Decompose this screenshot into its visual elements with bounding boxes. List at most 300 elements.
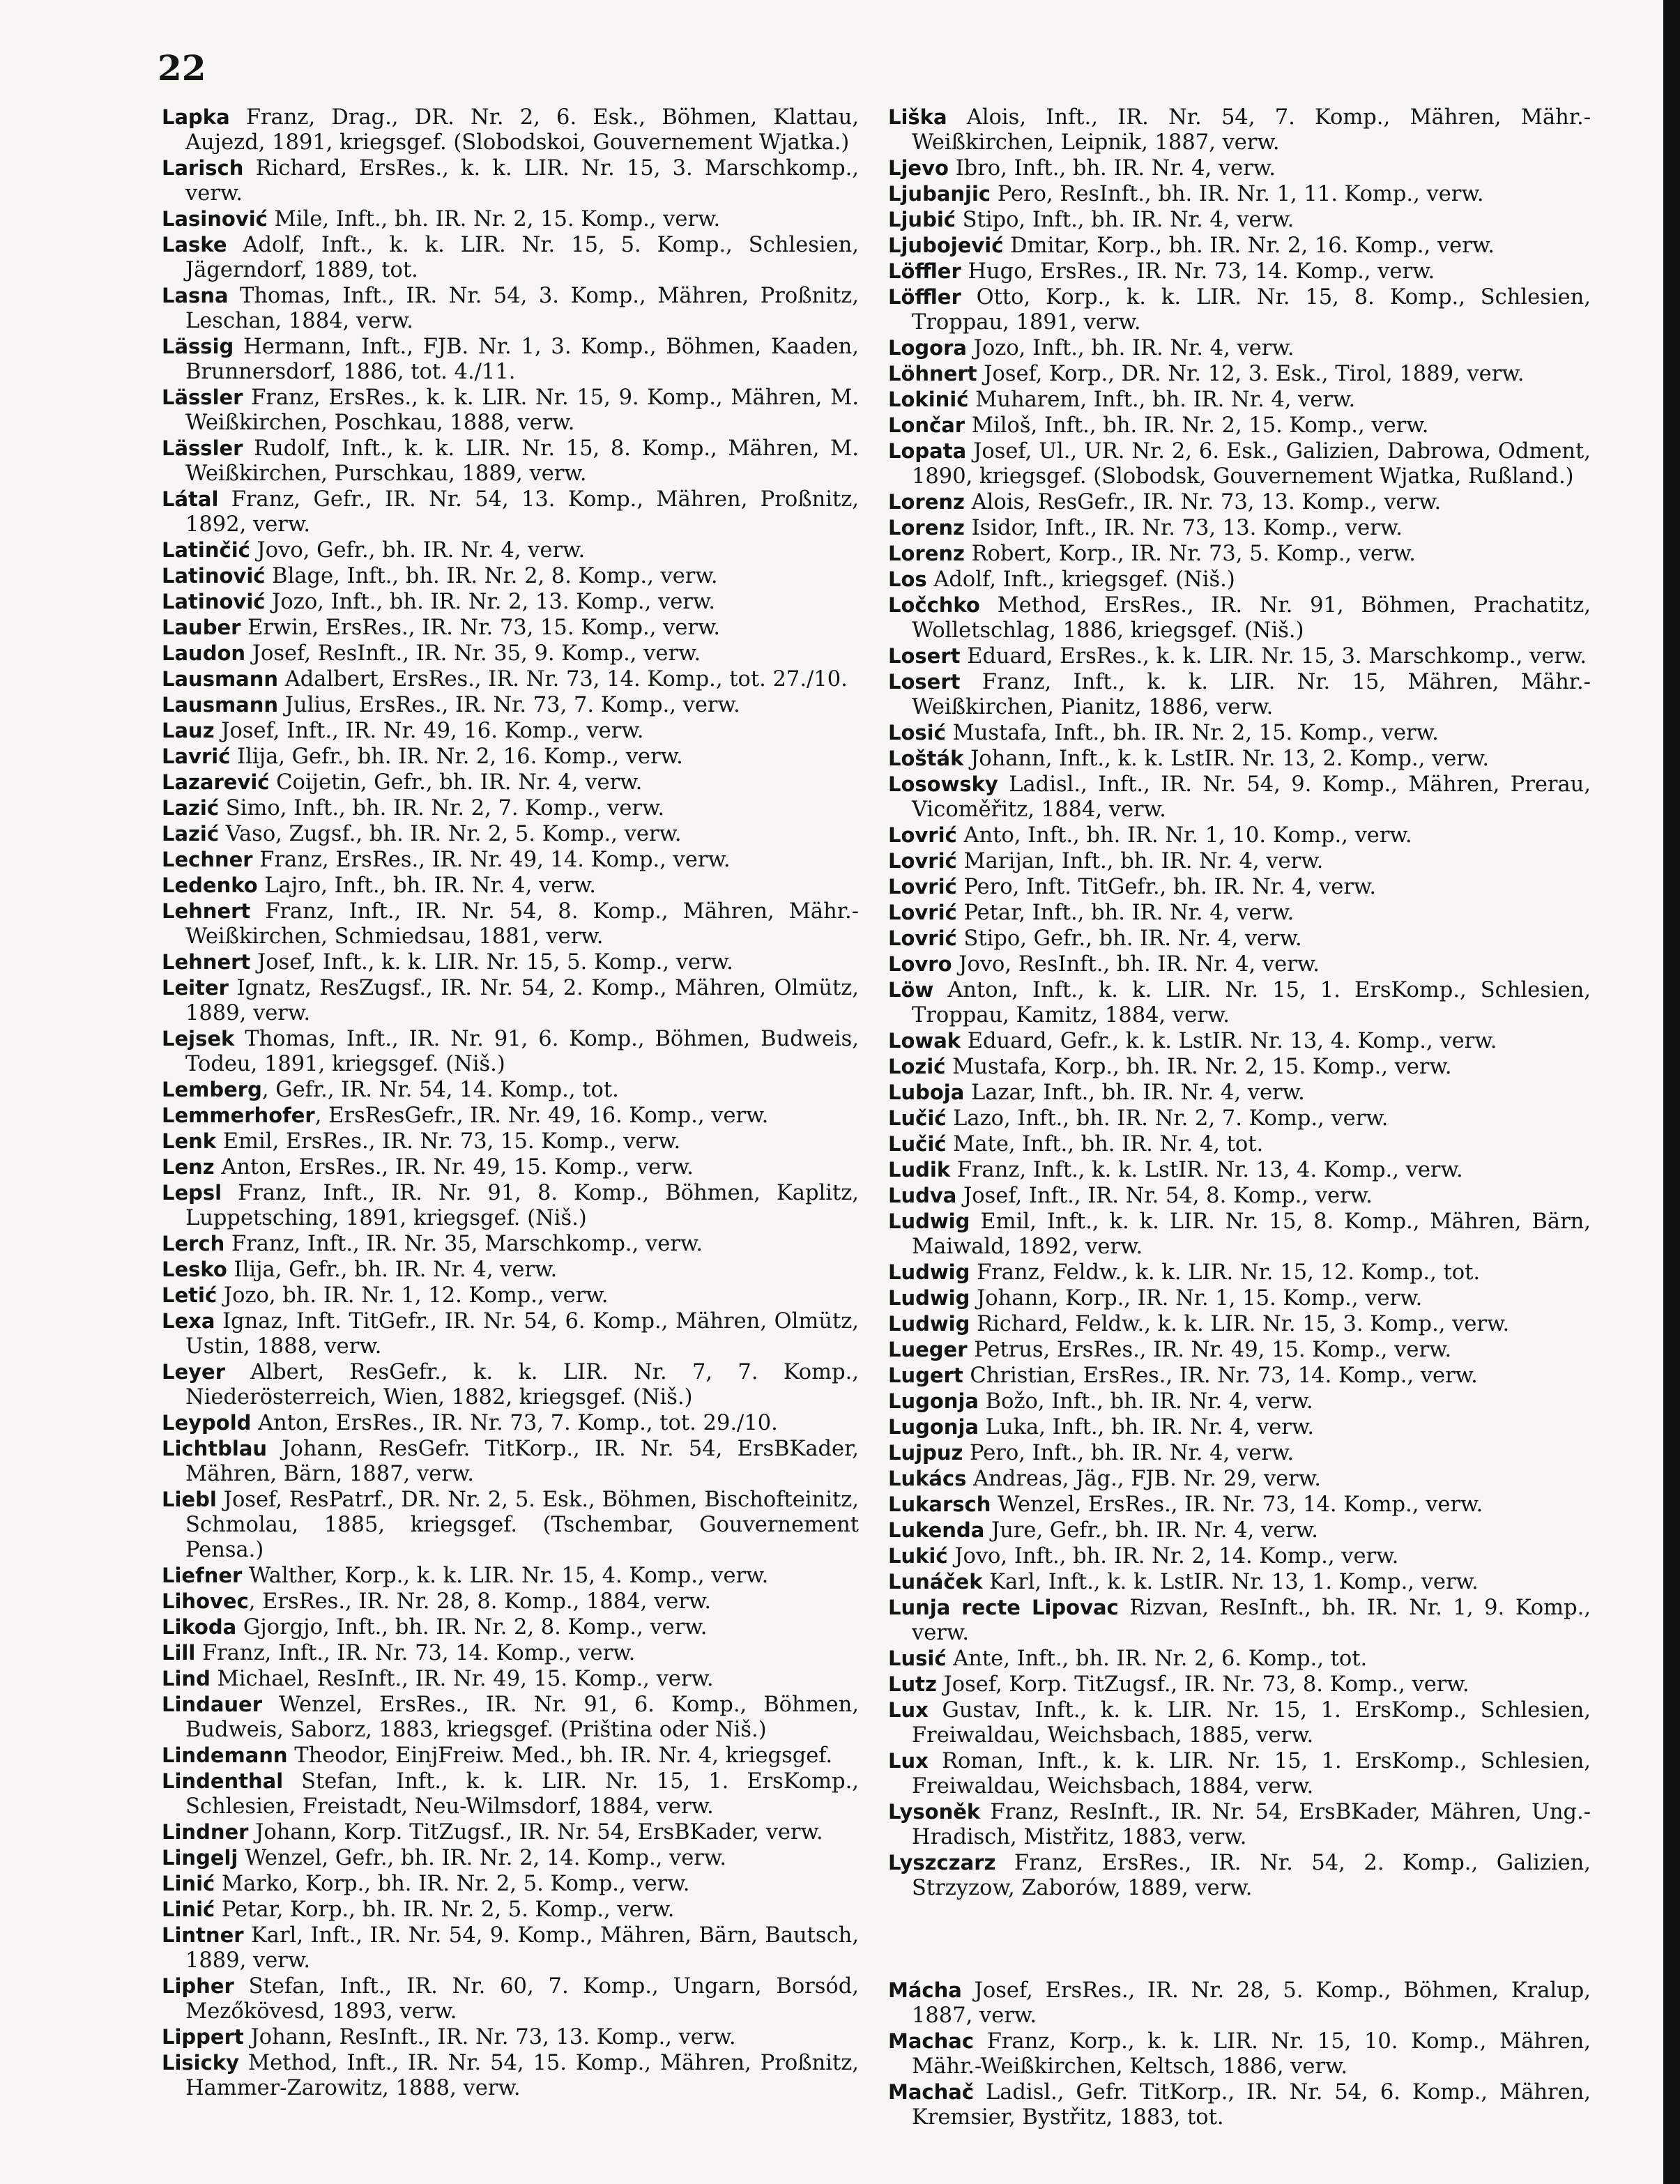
- roll-entry: [888, 1337, 1591, 1363]
- entry-surname: Ločchko: [888, 593, 980, 617]
- entry-details: Emil, Inft., k. k. LIR. Nr. 15, 8. Komp., Mähren, Bärn, Maiwald, 1892, verw.: [912, 1209, 1591, 1259]
- entry-surname: Ljubanjic: [888, 182, 991, 206]
- entry-surname: Lehnert: [162, 899, 251, 923]
- entry-details: Josef, ResPatrf., DR. Nr. 2, 5. Esk., Böhmen, Bischofteinitz, Schmolau, 1885, kriegsgef. (Tschembar, Gouvernement Pensa.): [185, 1488, 859, 1562]
- entry-details: Franz, Inft., k. k. LstIR. Nr. 13, 4. Komp., verw.: [950, 1158, 1463, 1182]
- entry-details: Otto, Korp., k. k. LIR. Nr. 15, 8. Komp., Schlesien, Troppau, 1891, verw.: [912, 285, 1591, 335]
- entry-surname: Letić: [162, 1283, 217, 1307]
- entry-details: Ilija, Gefr., bh. IR. Nr. 4, verw.: [227, 1258, 558, 1282]
- roll-entry: [888, 438, 1591, 489]
- roll-entry: [162, 1640, 859, 1666]
- entry-details: Ladisl., Gefr. TitKorp., IR. Nr. 54, 6. Komp., Mähren, Kremsier, Bystřitz, 1883, tot.: [912, 2080, 1591, 2130]
- roll-entry: [888, 1672, 1591, 1697]
- entry-details: Jozo, Inft., bh. IR. Nr. 4, verw.: [966, 336, 1295, 360]
- entry-details: Vaso, Zugsf., bh. IR. Nr. 2, 5. Komp., verw.: [219, 822, 682, 846]
- roll-entry: [888, 1569, 1591, 1595]
- entry-surname: Lorenz: [888, 516, 965, 540]
- entry-surname: Liška: [888, 105, 947, 129]
- entry-details: Josef, Inft., k. k. LIR. Nr. 15, 5. Komp., verw.: [250, 950, 733, 975]
- entry-details: Ilija, Gefr., bh. IR. Nr. 2, 16. Komp., verw.: [230, 744, 683, 769]
- entry-surname: Lončar: [888, 413, 965, 437]
- entry-details: Lazo, Inft., bh. IR. Nr. 2, 7. Komp., verw.: [946, 1106, 1389, 1131]
- entry-details: Petrus, ErsRes., IR. Nr. 49, 15. Komp., verw.: [967, 1338, 1452, 1362]
- roll-entry: [162, 975, 859, 1026]
- entry-surname: Lichtblau: [162, 1437, 268, 1460]
- roll-entry: [888, 1440, 1591, 1466]
- entry-surname: Lorenz: [888, 490, 965, 514]
- roll-entry: [888, 1978, 1591, 2029]
- entry-surname: Ludwig: [888, 1209, 970, 1233]
- roll-entry: [162, 563, 859, 589]
- entry-surname: Luboja: [888, 1080, 965, 1104]
- roll-entry: [162, 1231, 859, 1257]
- roll-entry: [162, 1103, 859, 1129]
- entry-details: Jovo, Inft., bh. IR. Nr. 2, 14. Komp., verw.: [947, 1544, 1399, 1568]
- roll-entry: [888, 1157, 1591, 1183]
- entry-surname: Mácha: [888, 1978, 962, 2002]
- entry-details: Johann, Korp., IR. Nr. 1, 15. Komp., verw.: [970, 1286, 1423, 1311]
- entry-surname: Lazić: [162, 822, 220, 846]
- entry-surname: Lovrić: [888, 823, 957, 847]
- roll-entry: [888, 643, 1591, 669]
- roll-entry: [162, 641, 859, 666]
- roll-entry: [888, 1646, 1591, 1672]
- entry-surname: Lepsl: [162, 1181, 222, 1205]
- entry-details: Jozo, bh. IR. Nr. 1, 12. Komp., verw.: [217, 1283, 609, 1308]
- entry-details: Ignatz, ResZugsf., IR. Nr. 54, 2. Komp., Mähren, Olmütz, 1889, verw.: [185, 976, 859, 1025]
- roll-entry: [162, 1563, 859, 1589]
- entry-details: Josef, Ul., UR. Nr. 2, 6. Esk., Galizien, Dabrowa, Odment, 1890, kriegsgef. (Slobodsk, Gouvernement Wjatka, Rußland.): [912, 439, 1591, 489]
- entry-surname: Lindenthal: [162, 1769, 284, 1793]
- entry-surname: Linić: [162, 1897, 215, 1921]
- roll-entry: [888, 720, 1591, 746]
- entry-surname: Lorenz: [888, 542, 965, 565]
- roll-entry: [888, 155, 1591, 181]
- entry-surname: Lässler: [162, 385, 243, 409]
- roll-entry: [888, 1595, 1591, 1646]
- entry-surname: Lukenda: [888, 1518, 985, 1542]
- entry-details: Roman, Inft., k. k. LIR. Nr. 15, 1. ErsKomp., Schlesien, Freiwaldau, Weichsbach, 1884, verw.: [912, 1749, 1591, 1799]
- entry-details: Jovo, Gefr., bh. IR. Nr. 4, verw.: [250, 538, 586, 563]
- entry-details: Wenzel, ErsRes., IR. Nr. 91, 6. Komp., Böhmen, Budweis, Saborz, 1883, kriegsgef. (Priština oder Niš.): [185, 1693, 859, 1742]
- entry-details: Franz, ResInft., IR. Nr. 54, ErsBKader, Mähren, Ung.-Hradisch, Mistřitz, 1883, verw.: [912, 1800, 1591, 1849]
- roll-entry: [162, 385, 859, 436]
- entry-surname: Löffler: [888, 259, 961, 283]
- roll-entry: [888, 874, 1591, 900]
- entry-details: Franz, Feldw., k. k. LIR. Nr. 15, 12. Komp., tot.: [970, 1260, 1481, 1285]
- roll-entry: [162, 1819, 859, 1845]
- roll-entry: [888, 567, 1591, 593]
- entry-surname: Lejsek: [162, 1027, 235, 1051]
- roll-entry: [162, 821, 859, 847]
- roll-entry: [162, 949, 859, 975]
- roll-entry: [162, 1923, 859, 1973]
- entry-details: Christian, ErsRes., IR. Nr. 73, 14. Komp., verw.: [963, 1364, 1478, 1388]
- entry-details: Rudolf, Inft., k. k. LIR. Nr. 15, 8. Komp., Mähren, M. Weißkirchen, Purschkau, 1889, verw.: [185, 436, 859, 486]
- roll-entry: [162, 1897, 859, 1923]
- entry-surname: Lošták: [888, 747, 964, 770]
- entry-details: Franz, Inft., IR. Nr. 73, 14. Komp., verw.: [195, 1641, 636, 1665]
- entry-details: Pero, Inft., bh. IR. Nr. 4, verw.: [963, 1441, 1295, 1465]
- entry-surname: Lovrić: [888, 926, 957, 950]
- roll-entry: [162, 1308, 859, 1359]
- entry-surname: Lysoněk: [888, 1800, 981, 1824]
- entry-surname: Lenz: [162, 1155, 215, 1179]
- roll-entry: [888, 1054, 1591, 1080]
- roll-entry: [162, 795, 859, 821]
- entry-details: Theodor, EinjFreiw. Med., bh. IR. Nr. 4, kriegsgef.: [287, 1743, 833, 1768]
- entry-details: Mustafa, Inft., bh. IR. Nr. 2, 15. Komp., verw.: [945, 721, 1439, 745]
- entry-surname: Lutz: [888, 1672, 937, 1696]
- entry-surname: Lehnert: [162, 950, 251, 974]
- roll-entry: [888, 2029, 1591, 2079]
- roll-entry: [162, 1973, 859, 2024]
- entry-details: Wenzel, Gefr., bh. IR. Nr. 2, 14. Komp., verw.: [238, 1846, 727, 1870]
- entry-surname: Lindemann: [162, 1743, 288, 1767]
- left-column: [162, 105, 859, 2101]
- entry-surname: Lässler: [162, 436, 243, 460]
- roll-entry: [888, 1518, 1591, 1543]
- roll-entry: [888, 1028, 1591, 1054]
- entry-surname: Lunáček: [888, 1570, 983, 1594]
- roll-entry: [888, 1389, 1591, 1414]
- roll-entry: [888, 772, 1591, 823]
- roll-entry: [162, 589, 859, 615]
- roll-entry: [888, 1748, 1591, 1799]
- roll-entry: [162, 537, 859, 563]
- roll-entry: [888, 746, 1591, 772]
- roll-entry: [162, 2024, 859, 2050]
- entry-details: Franz, Inft., IR. Nr. 35, Marschkomp., verw.: [224, 1232, 703, 1256]
- entry-details: Jozo, Inft., bh. IR. Nr. 2, 13. Komp., verw.: [265, 590, 716, 614]
- entry-surname: Lukács: [888, 1467, 967, 1490]
- entry-surname: Liebl: [162, 1488, 217, 1511]
- roll-entry: [162, 1666, 859, 1692]
- entry-surname: Lavrić: [162, 744, 231, 768]
- roll-entry: [888, 1363, 1591, 1389]
- entry-surname: Löhnert: [888, 362, 977, 385]
- entry-surname: Lingelj: [162, 1846, 238, 1870]
- entry-surname: Lowak: [888, 1029, 961, 1053]
- entry-surname: Lemmerhofer: [162, 1104, 315, 1127]
- roll-entry: [162, 1871, 859, 1897]
- entry-details: Franz, Gefr., IR. Nr. 54, 13. Komp., Mähren, Proßnitz, 1892, verw.: [185, 487, 859, 537]
- entry-details: Gjorgjo, Inft., bh. IR. Nr. 2, 8. Komp., verw.: [236, 1615, 708, 1640]
- roll-entry: [888, 181, 1591, 207]
- entry-surname: Lovro: [888, 952, 952, 976]
- roll-entry: [888, 1311, 1591, 1337]
- roll-entry: [888, 926, 1591, 952]
- entry-surname: Lasinović: [162, 207, 268, 231]
- roll-entry: [888, 900, 1591, 926]
- entry-details: Eduard, ErsRes., k. k. LIR. Nr. 15, 3. Marschkomp., verw.: [960, 644, 1587, 669]
- entry-details: Josef, ErsRes., IR. Nr. 28, 5. Komp., Böhmen, Kralup, 1887, verw.: [912, 1978, 1591, 2028]
- roll-entry: [162, 847, 859, 873]
- entry-surname: Lugert: [888, 1364, 963, 1387]
- entry-surname: Lauz: [162, 719, 215, 742]
- entry-details: Ignaz, Inft. TitGefr., IR. Nr. 54, 6. Komp., Mähren, Olmütz, Ustin, 1888, verw.: [185, 1309, 859, 1359]
- entry-surname: Logora: [888, 336, 967, 360]
- entry-surname: Losert: [888, 670, 961, 694]
- entry-details: Ante, Inft., bh. IR. Nr. 2, 6. Komp., tot.: [946, 1647, 1368, 1671]
- entry-surname: Losert: [888, 644, 961, 668]
- entry-details: Johann, ResGefr. TitKorp., IR. Nr. 54, ErsBKader, Mähren, Bärn, 1887, verw.: [185, 1437, 859, 1486]
- entry-surname: Lauber: [162, 616, 241, 639]
- entry-surname: Leyer: [162, 1360, 226, 1384]
- entry-details: Franz, Korp., k. k. LIR. Nr. 15, 10. Komp., Mähren, Mähr.-Weißkirchen, Keltsch, 1886, verw.: [912, 2029, 1591, 2079]
- roll-entry: [162, 1692, 859, 1743]
- entry-surname: Lueger: [888, 1338, 968, 1361]
- entry-details: Anto, Inft., bh. IR. Nr. 1, 10. Komp., verw.: [956, 823, 1412, 848]
- entry-details: Mustafa, Korp., bh. IR. Nr. 2, 15. Komp., verw.: [945, 1055, 1452, 1079]
- roll-entry: [162, 1410, 859, 1436]
- roll-entry: [162, 615, 859, 641]
- entry-surname: Lihovec: [162, 1589, 249, 1613]
- entry-surname: Losowsky: [888, 772, 998, 796]
- roll-entry: [162, 1180, 859, 1231]
- roll-entry: [162, 1026, 859, 1077]
- entry-details: Dmitar, Korp., bh. IR. Nr. 2, 16. Komp., verw.: [1003, 234, 1495, 258]
- entry-surname: Lusić: [888, 1647, 947, 1670]
- entry-details: Josef, Korp. TitZugsf., IR. Nr. 73, 8. Komp., verw.: [936, 1672, 1469, 1697]
- entry-details: Marko, Korp., bh. IR. Nr. 2, 5. Komp., verw.: [215, 1872, 690, 1896]
- roll-entry: [162, 744, 859, 770]
- entry-details: Jure, Gefr., bh. IR. Nr. 4, verw.: [984, 1518, 1318, 1543]
- roll-entry: [162, 666, 859, 692]
- entry-details: Miloš, Inft., bh. IR. Nr. 2, 15. Komp., verw.: [965, 413, 1429, 438]
- entry-surname: Lind: [162, 1667, 211, 1690]
- entry-details: Adolf, Inft., kriegsgef. (Niš.): [926, 567, 1235, 592]
- entry-surname: Lindner: [162, 1820, 249, 1844]
- entry-surname: Ludwig: [888, 1286, 970, 1310]
- roll-entry: [888, 669, 1591, 720]
- entry-surname: Lexa: [162, 1309, 215, 1333]
- entry-surname: Lugonja: [888, 1415, 979, 1439]
- entry-details: Franz, Inft., IR. Nr. 91, 8. Komp., Böhmen, Kaplitz, Luppetsching, 1891, kriegsgef. (Niš.): [185, 1181, 859, 1230]
- entry-surname: Lässig: [162, 335, 234, 358]
- roll-entry: [162, 692, 859, 718]
- entry-details: Anton, Inft., k. k. LIR. Nr. 15, 1. ErsKomp., Schlesien, Troppau, Kamitz, 1884, verw.: [912, 978, 1591, 1028]
- entry-surname: Lokinić: [888, 388, 969, 411]
- entry-details: Stipo, Gefr., bh. IR. Nr. 4, verw.: [956, 926, 1302, 951]
- entry-surname: Laudon: [162, 641, 246, 665]
- section-gap: [888, 1901, 1591, 1978]
- roll-entry: [888, 259, 1591, 284]
- entry-surname: Larisch: [162, 156, 244, 180]
- entry-surname: Lechner: [162, 848, 253, 871]
- entry-details: Eduard, Gefr., k. k. LstIR. Nr. 13, 4. Komp., verw.: [961, 1029, 1497, 1053]
- roll-entry: [162, 1257, 859, 1283]
- entry-surname: Lenk: [162, 1129, 217, 1153]
- entry-surname: Lausmann: [162, 693, 279, 717]
- entry-surname: Lukarsch: [888, 1492, 991, 1516]
- entry-details: , ErsResGefr., IR. Nr. 49, 16. Komp., verw.: [314, 1104, 769, 1128]
- roll-entry: [162, 1436, 859, 1487]
- roll-entry: [888, 207, 1591, 233]
- entry-surname: Lux: [888, 1698, 929, 1722]
- entry-surname: Látal: [162, 487, 219, 511]
- roll-entry: [162, 436, 859, 487]
- roll-entry: [888, 541, 1591, 567]
- roll-entry: [162, 1614, 859, 1640]
- entry-surname: Lučić: [888, 1106, 947, 1130]
- entry-surname: Lausmann: [162, 667, 279, 691]
- entry-details: Božo, Inft., bh. IR. Nr. 4, verw.: [978, 1389, 1313, 1414]
- roll-entry: [888, 413, 1591, 438]
- roll-entry: [888, 335, 1591, 361]
- entry-details: Thomas, Inft., IR. Nr. 91, 6. Komp., Böhmen, Budweis, Todeu, 1891, kriegsgef. (Niš.): [185, 1027, 859, 1076]
- roll-entry: [162, 283, 859, 334]
- entry-details: Michael, ResInft., IR. Nr. 49, 15. Komp., verw.: [210, 1667, 714, 1691]
- entry-surname: Ludva: [888, 1184, 957, 1207]
- roll-entry: [888, 977, 1591, 1028]
- entry-surname: Lunja recte Lipovac: [888, 1596, 1119, 1619]
- entry-surname: Löw: [888, 978, 934, 1002]
- roll-entry: [162, 155, 859, 206]
- entry-details: Stefan, Inft., k. k. LIR. Nr. 15, 1. ErsKomp., Schlesien, Freistadt, Neu-Wilmsdorf, 1884, verw.: [185, 1769, 859, 1819]
- entry-details: Lajro, Inft., bh. IR. Nr. 4, verw.: [257, 873, 597, 898]
- roll-entry: [888, 1466, 1591, 1492]
- roll-entry: [888, 2079, 1591, 2130]
- entry-surname: Lindauer: [162, 1693, 263, 1716]
- entry-details: Franz, Inft., k. k. LIR. Nr. 15, Mähren, Mähr.-Weißkirchen, Pianitz, 1886, verw.: [912, 670, 1591, 719]
- entry-surname: Lasna: [162, 284, 229, 307]
- roll-entry: [162, 873, 859, 899]
- entry-surname: Latinčić: [162, 538, 250, 562]
- entry-surname: Lozić: [888, 1055, 946, 1078]
- entry-surname: Lisicky: [162, 2051, 240, 2075]
- entry-surname: Laske: [162, 233, 227, 257]
- roll-entry: [888, 1209, 1591, 1260]
- entry-details: Method, Inft., IR. Nr. 54, 15. Komp., Mähren, Proßnitz, Hammer-Zarowitz, 1888, verw.: [185, 2051, 859, 2100]
- entry-details: Marijan, Inft., bh. IR. Nr. 4, verw.: [956, 849, 1324, 873]
- entry-details: Josef, Inft., IR. Nr. 49, 16. Komp., verw.: [214, 719, 644, 743]
- entry-details: Muharem, Inft., bh. IR. Nr. 4, verw.: [968, 388, 1356, 412]
- entry-details: Johann, ResInft., IR. Nr. 73, 13. Komp., verw.: [243, 2025, 736, 2049]
- roll-entry: [888, 1697, 1591, 1748]
- roll-entry: [888, 361, 1591, 387]
- roll-entry: [888, 284, 1591, 335]
- entry-surname: Liefner: [162, 1564, 243, 1587]
- entry-details: Alois, ResGefr., IR. Nr. 73, 13. Komp., verw.: [964, 490, 1442, 514]
- entry-details: Franz, Inft., IR. Nr. 54, 8. Komp., Mähren, Mähr.-Weißkirchen, Schmiedsau, 1881, verw.: [185, 899, 859, 949]
- entry-details: Robert, Korp., IR. Nr. 73, 5. Komp., verw.: [964, 542, 1416, 566]
- roll-entry: [162, 1154, 859, 1180]
- roll-entry: [888, 489, 1591, 515]
- entry-surname: Lill: [162, 1641, 196, 1665]
- entry-details: Adalbert, ErsRes., IR. Nr. 73, 14. Komp., tot. 27./10.: [278, 667, 848, 692]
- roll-entry: [162, 1769, 859, 1819]
- roll-entry: [162, 1077, 859, 1103]
- entry-surname: Lukić: [888, 1544, 948, 1568]
- entry-surname: Lyszczarz: [888, 1851, 996, 1874]
- entry-details: Mate, Inft., bh. IR. Nr. 4, tot.: [946, 1132, 1264, 1156]
- entry-surname: Lemberg: [162, 1078, 262, 1101]
- roll-entry: [162, 206, 859, 232]
- roll-entry: [162, 2050, 859, 2101]
- entry-details: Coijetin, Gefr., bh. IR. Nr. 4, verw.: [269, 770, 643, 795]
- roll-entry: [162, 334, 859, 385]
- entry-surname: Lintner: [162, 1923, 244, 1947]
- entry-details: Stipo, Inft., bh. IR. Nr. 4, verw.: [955, 208, 1295, 232]
- entry-details: Emil, ErsRes., IR. Nr. 73, 15. Komp., verw.: [216, 1129, 681, 1154]
- entry-details: Richard, Feldw., k. k. LIR. Nr. 15, 3. Komp., verw.: [970, 1312, 1510, 1336]
- entry-details: Franz, ErsRes., IR. Nr. 54, 2. Komp., Galizien, Strzyzow, Zaborów, 1889, verw.: [912, 1851, 1591, 1900]
- roll-entry: [888, 952, 1591, 977]
- roll-entry: [888, 1850, 1591, 1901]
- roll-entry: [162, 1845, 859, 1871]
- entry-details: Alois, Inft., IR. Nr. 54, 7. Komp., Mähren, Mähr.-Weißkirchen, Leipnik, 1887, verw.: [912, 105, 1591, 155]
- entry-details: , Gefr., IR. Nr. 54, 14. Komp., tot.: [261, 1078, 619, 1102]
- roll-entry: [162, 232, 859, 283]
- entry-details: Petar, Inft., bh. IR. Nr. 4, verw.: [956, 901, 1295, 925]
- entry-surname: Lopata: [888, 439, 967, 463]
- entry-details: Ladisl., Inft., IR. Nr. 54, 9. Komp., Mähren, Prerau, Vicoměřitz, 1884, verw.: [912, 772, 1591, 822]
- roll-entry: [162, 1589, 859, 1614]
- entry-surname: Los: [888, 567, 927, 591]
- roll-entry: [888, 233, 1591, 259]
- entry-surname: Ljevo: [888, 156, 949, 180]
- entry-details: Franz, ErsRes., k. k. LIR. Nr. 15, 9. Komp., Mähren, M. Weißkirchen, Poschkau, 1888, verw.: [185, 385, 859, 435]
- entry-surname: Lazić: [162, 796, 220, 820]
- roll-entry: [162, 1283, 859, 1308]
- entry-surname: Machač: [888, 2080, 975, 2104]
- entry-details: Johann, Korp. TitZugsf., IR. Nr. 54, ErsBKader, verw.: [248, 1820, 823, 1845]
- roll-entry: [162, 1129, 859, 1154]
- entry-details: Hermann, Inft., FJB. Nr. 1, 3. Komp., Böhmen, Kaaden, Brunnersdorf, 1886, tot. 4./11.: [185, 335, 859, 384]
- entry-surname: Lerch: [162, 1232, 225, 1255]
- entry-surname: Machac: [888, 2029, 975, 2053]
- entry-surname: Latinović: [162, 564, 266, 588]
- entry-details: Stefan, Inft., IR. Nr. 60, 7. Komp., Ungarn, Borsód, Mezőkövesd, 1893, verw.: [185, 1974, 859, 2024]
- entry-surname: Lux: [888, 1749, 929, 1773]
- entry-surname: Ledenko: [162, 873, 258, 897]
- entry-details: Hugo, ErsRes., IR. Nr. 73, 14. Komp., verw.: [961, 259, 1435, 284]
- entry-surname: Lipher: [162, 1974, 234, 1998]
- entry-details: Albert, ResGefr., k. k. LIR. Nr. 7, 7. Komp., Niederösterreich, Wien, 1882, kriegsgef. (Niš.): [185, 1360, 859, 1410]
- entry-surname: Ludik: [888, 1158, 951, 1182]
- roll-entry: [162, 899, 859, 949]
- entry-details: Jovo, ResInft., bh. IR. Nr. 4, verw.: [952, 952, 1320, 977]
- roll-entry: [888, 593, 1591, 643]
- entry-details: Mile, Inft., bh. IR. Nr. 2, 15. Komp., verw.: [267, 207, 721, 231]
- entry-surname: Lippert: [162, 2025, 244, 2049]
- entry-surname: Ljubojević: [888, 234, 1004, 257]
- roll-entry: [888, 387, 1591, 413]
- page-number: 22: [158, 47, 206, 89]
- roll-entry: [888, 848, 1591, 874]
- roll-entry: [888, 1492, 1591, 1518]
- roll-entry: [888, 1260, 1591, 1285]
- entry-surname: Likoda: [162, 1615, 237, 1639]
- entry-details: Josef, Inft., IR. Nr. 54, 8. Komp., verw.: [956, 1184, 1373, 1208]
- roll-entry: [888, 823, 1591, 848]
- entry-details: Franz, ErsRes., IR. Nr. 49, 14. Komp., verw.: [252, 848, 731, 872]
- entry-details: Pero, Inft. TitGefr., bh. IR. Nr. 4, verw.: [956, 875, 1377, 899]
- entry-surname: Leypold: [162, 1411, 252, 1435]
- right-column: [888, 105, 1591, 2130]
- entry-details: Lazar, Inft., bh. IR. Nr. 4, verw.: [964, 1080, 1305, 1105]
- roll-entry: [162, 105, 859, 155]
- entry-surname: Ludwig: [888, 1312, 970, 1336]
- entry-surname: Lugonja: [888, 1389, 979, 1413]
- entry-details: Adolf, Inft., k. k. LIR. Nr. 15, 5. Komp., Schlesien, Jägerndorf, 1889, tot.: [185, 233, 859, 282]
- entry-surname: Ljubić: [888, 208, 956, 231]
- entry-surname: Losić: [888, 721, 946, 744]
- entry-details: Karl, Inft., k. k. LstIR. Nr. 13, 1. Komp., verw.: [982, 1570, 1479, 1594]
- roll-entry: [888, 1285, 1591, 1311]
- entry-details: Josef, ResInft., IR. Nr. 35, 9. Komp., verw.: [245, 641, 701, 666]
